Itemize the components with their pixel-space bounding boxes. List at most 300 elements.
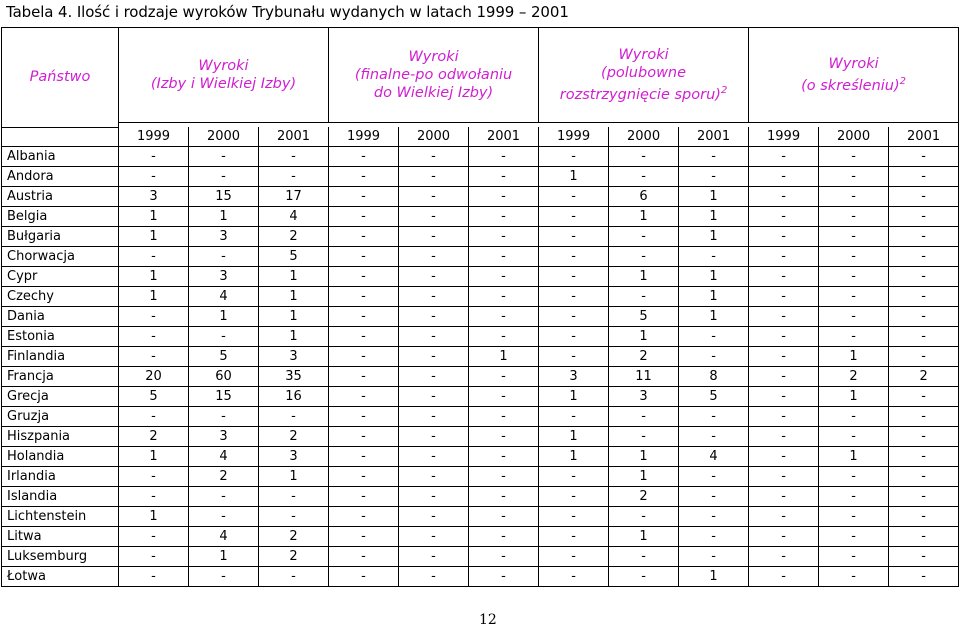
value-cell: - [469,486,539,506]
value-cell: - [609,546,679,566]
year-header-cell: 2001 [469,127,539,146]
value-cell: 1 [469,346,539,366]
table-row [2,146,959,166]
value-cell: 5 [259,246,329,266]
value-cell: - [889,226,959,246]
country-cell: Holandia [2,446,119,466]
value-cell: - [399,226,469,246]
value-cell: 4 [189,286,259,306]
country-cell: Grecja [2,386,119,406]
value-cell: - [119,546,189,566]
header-settlement-line3: rozstrzygnięcie sporu) [559,86,721,103]
value-cell: - [609,246,679,266]
value-cell: - [609,226,679,246]
value-cell: 11 [609,366,679,386]
value-cell: - [329,226,399,246]
value-cell: 3 [259,446,329,466]
value-cell: - [259,506,329,526]
value-cell: - [399,166,469,186]
value-cell: - [539,326,609,346]
value-cell: 1 [609,446,679,466]
value-cell: - [469,526,539,546]
value-cell: - [119,326,189,346]
value-cell: 1 [679,286,749,306]
year-header-cell: 2000 [399,127,469,146]
value-cell: - [539,526,609,546]
value-cell: 1 [679,266,749,286]
year-row [2,127,959,146]
value-cell: - [259,406,329,426]
country-cell: Hiszpania [2,426,119,446]
country-cell: Islandia [2,486,119,506]
value-cell: - [329,486,399,506]
value-cell: 1 [119,226,189,246]
value-cell: - [749,146,819,166]
value-cell: - [329,146,399,166]
country-cell: Chorwacja [2,246,119,266]
value-cell: - [749,206,819,226]
value-cell: - [889,566,959,586]
value-cell: - [539,286,609,306]
value-cell: 1 [259,306,329,326]
value-cell: 1 [259,266,329,286]
value-cell: - [189,566,259,586]
value-cell: - [469,146,539,166]
value-cell: - [679,146,749,166]
value-cell: 1 [609,466,679,486]
table-row [2,546,959,566]
year-header-cell: 1999 [119,127,189,146]
value-cell: - [119,166,189,186]
value-cell: - [399,266,469,286]
value-cell: - [119,306,189,326]
value-cell: - [119,346,189,366]
value-cell: - [819,306,889,326]
value-cell: - [889,506,959,526]
value-cell: 3 [189,226,259,246]
value-cell: 1 [679,306,749,326]
value-cell: 1 [819,386,889,406]
year-header-cell: 2001 [259,127,329,146]
value-cell: - [819,466,889,486]
value-cell: - [469,426,539,446]
value-cell: 5 [679,386,749,406]
value-cell: - [399,526,469,546]
header-settlement-line1: Wyroki [618,47,669,64]
value-cell: - [119,566,189,586]
header-strikeout-line1: Wyroki [828,56,879,73]
country-header [2,28,119,128]
value-cell: - [469,266,539,286]
value-cell: 3 [189,426,259,446]
value-cell: 2 [189,466,259,486]
country-cell: Francja [2,366,119,386]
value-cell: 2 [259,546,329,566]
table-title: Tabela 4. Ilość i rodzaje wyroków Trybunału wydanych w latach 1999 – 2001 [6,3,569,21]
country-cell: Andora [2,166,119,186]
table-row [2,366,959,386]
value-cell: - [679,246,749,266]
value-cell: - [889,346,959,366]
value-cell: - [749,466,819,486]
value-cell: - [329,306,399,326]
year-header-cell: 2001 [889,127,959,146]
value-cell: - [889,186,959,206]
value-cell: 17 [259,186,329,206]
value-cell: - [399,206,469,226]
table-row [2,306,959,326]
value-cell: 5 [189,346,259,366]
value-cell: 1 [189,546,259,566]
value-cell: - [679,406,749,426]
table-row [2,226,959,246]
value-cell: - [819,186,889,206]
value-cell: 2 [609,486,679,506]
footnote-marker: 2 [720,85,728,97]
page-number: 12 [479,612,497,628]
value-cell: - [189,246,259,266]
value-cell: - [329,566,399,586]
footnote-marker: 2 [899,76,907,88]
value-cell: - [399,486,469,506]
value-cell: - [539,406,609,426]
value-cell: - [889,286,959,306]
value-cell: 15 [189,186,259,206]
value-cell: - [819,546,889,566]
value-cell: - [749,426,819,446]
table-row [2,466,959,486]
table-row [2,346,959,366]
value-cell: - [889,326,959,346]
value-cell: 1 [539,386,609,406]
value-cell: - [539,206,609,226]
value-cell: - [469,446,539,466]
value-cell: 1 [539,446,609,466]
year-header-cell: 1999 [539,127,609,146]
value-cell: - [749,186,819,206]
value-cell: - [539,566,609,586]
value-cell: - [399,426,469,446]
value-cell: - [609,286,679,306]
value-cell: 3 [259,346,329,366]
country-cell: Bułgaria [2,226,119,246]
value-cell: - [469,406,539,426]
value-cell: 1 [539,426,609,446]
value-cell: - [329,166,399,186]
value-cell: - [749,166,819,186]
value-cell: - [889,446,959,466]
value-cell: - [329,446,399,466]
value-cell: - [329,246,399,266]
value-cell: - [749,286,819,306]
value-cell: - [329,326,399,346]
value-cell: - [889,246,959,266]
value-cell: - [399,186,469,206]
country-cell: Estonia [2,326,119,346]
value-cell: - [329,286,399,306]
value-cell: 1 [539,166,609,186]
value-cell: - [119,466,189,486]
value-cell: - [469,166,539,186]
value-cell: - [819,526,889,546]
value-cell: - [819,426,889,446]
value-cell: - [609,146,679,166]
value-cell: - [399,366,469,386]
value-cell: 8 [679,366,749,386]
country-cell: Finlandia [2,346,119,366]
value-cell: 3 [539,366,609,386]
value-cell: - [679,506,749,526]
country-cell: Łotwa [2,566,119,586]
table-row [2,406,959,426]
value-cell: - [749,486,819,506]
value-cell: 4 [679,446,749,466]
value-cell: - [609,426,679,446]
value-cell: - [539,306,609,326]
value-cell: - [189,486,259,506]
value-cell: - [119,406,189,426]
value-cell: 1 [119,286,189,306]
value-cell: - [469,506,539,526]
value-cell: - [399,546,469,566]
value-cell: - [469,366,539,386]
value-cell: 3 [189,266,259,286]
value-cell: - [329,546,399,566]
header-chamber-line2: (Izby i Wielkiej Izby) [150,76,297,92]
year-header-cell: 2000 [819,127,889,146]
table-row [2,446,959,466]
value-cell: 2 [889,366,959,386]
value-cell: - [539,546,609,566]
value-cell: - [749,266,819,286]
value-cell: - [119,146,189,166]
value-cell: 1 [679,566,749,586]
value-cell: - [259,166,329,186]
value-cell: - [679,486,749,506]
value-cell: - [749,346,819,366]
value-cell: - [329,206,399,226]
value-cell: - [819,226,889,246]
value-cell: - [679,326,749,346]
year-header-cell: 1999 [329,127,399,146]
value-cell: - [749,526,819,546]
value-cell: - [749,366,819,386]
value-cell: - [189,326,259,346]
value-cell: - [399,566,469,586]
value-cell: - [469,246,539,266]
value-cell: 1 [259,286,329,306]
value-cell: - [119,486,189,506]
value-cell: - [749,226,819,246]
value-cell: - [679,546,749,566]
value-cell: 20 [119,366,189,386]
value-cell: - [329,426,399,446]
value-cell: - [749,386,819,406]
country-cell: Austria [2,186,119,206]
value-cell: - [259,146,329,166]
value-cell: - [819,246,889,266]
value-cell: - [609,506,679,526]
value-cell: 1 [609,326,679,346]
value-cell: 35 [259,366,329,386]
value-cell: - [539,246,609,266]
value-cell: - [889,266,959,286]
value-cell: 2 [259,526,329,546]
value-cell: - [329,266,399,286]
year-header-cell: 2000 [189,127,259,146]
country-header-label: Państwo [29,69,91,86]
value-cell: - [679,466,749,486]
value-cell: - [329,406,399,426]
value-cell: - [889,526,959,546]
table-row [2,166,959,186]
value-cell: 5 [119,386,189,406]
header-final-line1: Wyroki [408,49,459,65]
value-cell: 1 [189,206,259,226]
value-cell: 1 [189,306,259,326]
value-cell: - [539,506,609,526]
value-cell: - [189,506,259,526]
header-strikeout-judgments [749,28,959,123]
country-cell: Gruzja [2,406,119,426]
country-cell: Albania [2,146,119,166]
value-cell: - [889,206,959,226]
value-cell: - [399,246,469,266]
value-cell: - [329,186,399,206]
value-cell: - [539,266,609,286]
value-cell: - [399,446,469,466]
value-cell: - [399,146,469,166]
value-cell: 2 [119,426,189,446]
header-final-judgments [329,28,539,123]
year-header-cell: 2000 [609,127,679,146]
value-cell: 1 [679,206,749,226]
table-row [2,206,959,226]
value-cell: - [819,566,889,586]
value-cell: - [259,566,329,586]
value-cell: 5 [609,306,679,326]
header-final-line2: (finalne-po odwołaniu [354,67,513,83]
value-cell: 2 [609,346,679,366]
value-cell: 1 [119,206,189,226]
value-cell: - [399,506,469,526]
value-cell: - [119,246,189,266]
value-cell: - [539,186,609,206]
value-cell: - [889,386,959,406]
value-cell: - [609,166,679,186]
value-cell: - [889,306,959,326]
value-cell: - [469,286,539,306]
value-cell: - [889,426,959,446]
value-cell: 1 [119,446,189,466]
value-cell: - [329,346,399,366]
value-cell: - [889,486,959,506]
value-cell: - [819,286,889,306]
header-chamber-line1: Wyroki [198,58,249,74]
value-cell: - [469,226,539,246]
value-cell: - [399,386,469,406]
value-cell: - [819,206,889,226]
year-row-label [2,127,119,146]
value-cell: - [329,386,399,406]
value-cell: - [189,146,259,166]
value-cell: - [399,326,469,346]
value-cell: - [819,486,889,506]
value-cell: - [329,506,399,526]
value-cell: - [819,326,889,346]
header-chamber-judgments [119,28,329,123]
value-cell: - [889,406,959,426]
value-cell: 2 [259,426,329,446]
header-strikeout-line2: (o skreśleniu) [801,77,900,94]
value-cell: - [189,166,259,186]
value-cell: 1 [119,506,189,526]
value-cell: 1 [819,446,889,466]
value-cell: - [539,486,609,506]
value-cell: 3 [119,186,189,206]
value-cell: - [749,326,819,346]
value-cell: - [539,226,609,246]
value-cell: - [819,506,889,526]
value-cell: 1 [259,466,329,486]
country-cell: Belgia [2,206,119,226]
value-cell: - [889,466,959,486]
value-cell: 1 [609,266,679,286]
value-cell: - [819,166,889,186]
country-cell: Irlandia [2,466,119,486]
value-cell: - [329,466,399,486]
value-cell: 16 [259,386,329,406]
table-row [2,266,959,286]
year-header-cell: 2001 [679,127,749,146]
country-cell: Cypr [2,266,119,286]
value-cell: - [329,526,399,546]
value-cell: - [469,386,539,406]
year-header-cell: 1999 [749,127,819,146]
table-row [2,506,959,526]
value-cell: 1 [609,526,679,546]
header-row [2,28,959,123]
value-cell: 1 [259,326,329,346]
value-cell: - [539,346,609,366]
value-cell: - [329,366,399,386]
value-cell: - [469,546,539,566]
table-row [2,486,959,506]
value-cell: - [399,286,469,306]
table-row [2,566,959,586]
value-cell: - [749,506,819,526]
table-row [2,326,959,346]
value-cell: 1 [119,266,189,286]
value-cell: - [749,546,819,566]
value-cell: - [399,466,469,486]
value-cell: - [469,466,539,486]
value-cell: - [749,446,819,466]
value-cell: - [399,346,469,366]
value-cell: - [609,566,679,586]
value-cell: - [679,346,749,366]
table-row [2,246,959,266]
value-cell: 2 [259,226,329,246]
header-settlement-judgments [539,28,749,123]
country-cell: Czechy [2,286,119,306]
value-cell: 2 [819,366,889,386]
value-cell: - [609,406,679,426]
value-cell: - [259,486,329,506]
value-cell: 4 [189,526,259,546]
value-cell: - [749,246,819,266]
value-cell: - [749,306,819,326]
